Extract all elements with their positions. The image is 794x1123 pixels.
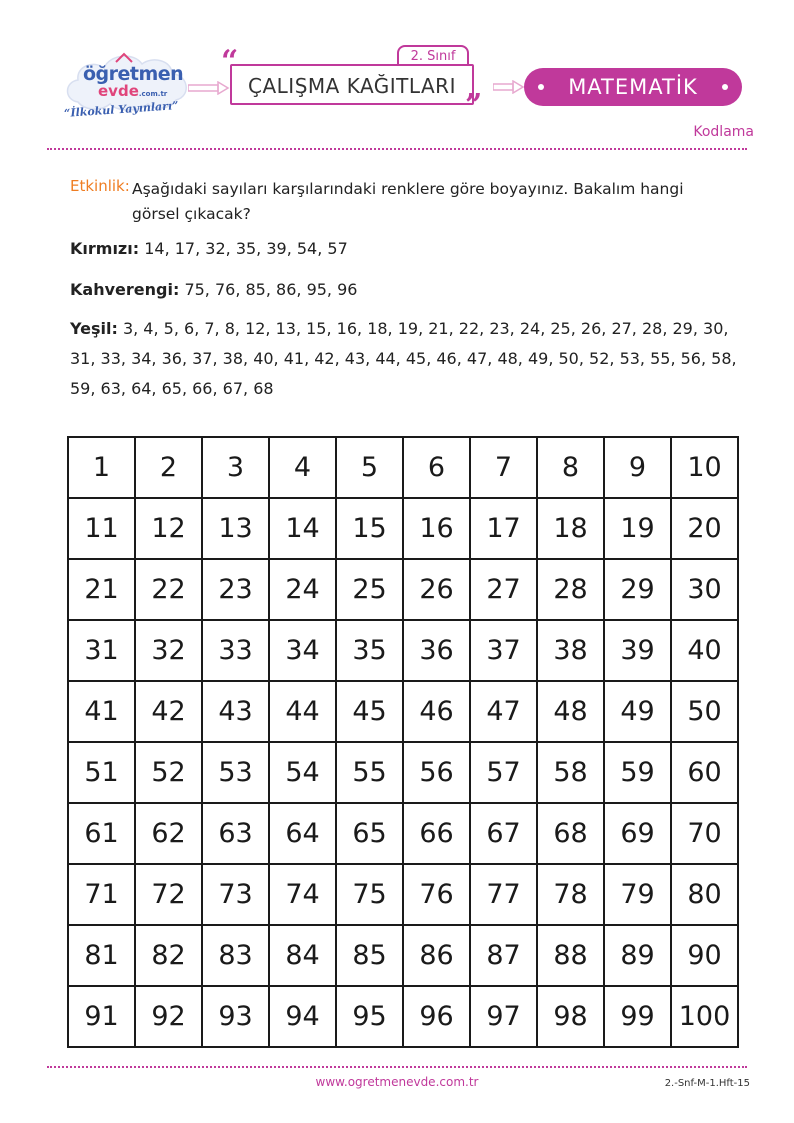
grid-row xyxy=(68,437,738,498)
grid-row xyxy=(68,681,738,742)
grid-cell[interactable]: 100 xyxy=(671,986,738,1047)
grid-cell[interactable]: 85 xyxy=(336,925,403,986)
grid-cell[interactable]: 6 xyxy=(403,437,470,498)
grid-cell[interactable]: 25 xyxy=(336,559,403,620)
activity-label: Etkinlik: xyxy=(70,177,130,195)
grid-cell[interactable]: 11 xyxy=(68,498,135,559)
grid-cell[interactable]: 68 xyxy=(537,803,604,864)
grid-cell[interactable]: 87 xyxy=(470,925,537,986)
footer-code: 2.-Snf-M-1.Hft-15 xyxy=(664,1078,750,1089)
grid-cell[interactable]: 91 xyxy=(68,986,135,1047)
grid-cell[interactable]: 21 xyxy=(68,559,135,620)
grid-cell[interactable]: 98 xyxy=(537,986,604,1047)
grid-cell[interactable]: 93 xyxy=(202,986,269,1047)
grid-cell[interactable]: 22 xyxy=(135,559,202,620)
footer-url: www.ogretmenevde.com.tr xyxy=(315,1075,479,1089)
grid-cell[interactable]: 71 xyxy=(68,864,135,925)
grid-row xyxy=(68,559,738,620)
red-numbers: 14, 17, 32, 35, 39, 54, 57 xyxy=(144,239,348,258)
grid-cell[interactable]: 74 xyxy=(269,864,336,925)
grid-cell[interactable]: 36 xyxy=(403,620,470,681)
dot-icon xyxy=(538,84,544,90)
grid-cell[interactable]: 13 xyxy=(202,498,269,559)
grid-cell[interactable]: 48 xyxy=(537,681,604,742)
grid-cell[interactable]: 28 xyxy=(537,559,604,620)
grid-cell[interactable]: 57 xyxy=(470,742,537,803)
grid-cell[interactable]: 67 xyxy=(470,803,537,864)
grid-cell[interactable]: 78 xyxy=(537,864,604,925)
header-divider xyxy=(47,148,747,150)
grid-cell[interactable]: 34 xyxy=(269,620,336,681)
logo-word-ogretmen: öğretmen xyxy=(83,63,184,85)
grid-cell[interactable]: 26 xyxy=(403,559,470,620)
grid-cell[interactable]: 54 xyxy=(269,742,336,803)
page-title: ÇALIŞMA KAĞITLARI xyxy=(248,74,456,98)
logo-domain: .com.tr xyxy=(138,90,168,98)
grid-cell[interactable]: 1 xyxy=(68,437,135,498)
color-key-brown xyxy=(70,275,357,305)
grid-cell[interactable]: 8 xyxy=(537,437,604,498)
grid-row xyxy=(68,620,738,681)
grid-row xyxy=(68,498,738,559)
grid-cell[interactable]: 94 xyxy=(269,986,336,1047)
grid-cell[interactable]: 35 xyxy=(336,620,403,681)
grid-cell[interactable]: 63 xyxy=(202,803,269,864)
grid-cell[interactable]: 24 xyxy=(269,559,336,620)
grid-cell[interactable]: 88 xyxy=(537,925,604,986)
grid-cell[interactable]: 41 xyxy=(68,681,135,742)
grid-cell[interactable]: 53 xyxy=(202,742,269,803)
grid-cell[interactable]: 30 xyxy=(671,559,738,620)
publisher-logo xyxy=(58,40,198,130)
grid-cell[interactable]: 75 xyxy=(336,864,403,925)
grid-cell[interactable]: 59 xyxy=(604,742,671,803)
grid-cell[interactable]: 27 xyxy=(470,559,537,620)
grid-cell[interactable]: 4 xyxy=(269,437,336,498)
number-grid xyxy=(67,436,739,1048)
grid-cell[interactable]: 69 xyxy=(604,803,671,864)
grid-cell[interactable]: 83 xyxy=(202,925,269,986)
grid-cell[interactable]: 49 xyxy=(604,681,671,742)
subject-label: MATEMATİK xyxy=(568,75,698,99)
color-key-red xyxy=(70,234,348,264)
grid-cell[interactable]: 23 xyxy=(202,559,269,620)
grid-cell[interactable]: 31 xyxy=(68,620,135,681)
quote-close-icon: ” xyxy=(465,88,483,123)
grid-cell[interactable]: 79 xyxy=(604,864,671,925)
grid-cell[interactable]: 58 xyxy=(537,742,604,803)
grid-cell[interactable]: 64 xyxy=(269,803,336,864)
grid-cell[interactable]: 70 xyxy=(671,803,738,864)
grid-cell[interactable]: 15 xyxy=(336,498,403,559)
footer-divider xyxy=(47,1066,747,1068)
grid-cell[interactable]: 42 xyxy=(135,681,202,742)
color-key-green xyxy=(70,314,740,404)
grid-cell[interactable]: 40 xyxy=(671,620,738,681)
grid-cell[interactable]: 37 xyxy=(470,620,537,681)
grid-cell[interactable]: 14 xyxy=(269,498,336,559)
grid-cell[interactable]: 2 xyxy=(135,437,202,498)
grid-cell[interactable]: 99 xyxy=(604,986,671,1047)
grid-cell[interactable]: 92 xyxy=(135,986,202,1047)
green-numbers: 3, 4, 5, 6, 7, 8, 12, 13, 15, 16, 18, 19, 21, 22, 23, 24, 25, 26, 27, 28, 29, 30, 31, 33, 34, 36, 37, 38, 40, 41, 42, 43, 44, 45, 46, 47, 48, 49, 50, 52, 53, 55, 56, 58, 59, 63, 64, 65, 66, 67, 68 xyxy=(70,319,737,398)
grid-cell[interactable]: 38 xyxy=(537,620,604,681)
grid-cell[interactable]: 50 xyxy=(671,681,738,742)
grid-cell[interactable]: 72 xyxy=(135,864,202,925)
grid-cell[interactable]: 76 xyxy=(403,864,470,925)
grid-cell[interactable]: 96 xyxy=(403,986,470,1047)
grid-cell[interactable]: 77 xyxy=(470,864,537,925)
grid-cell[interactable]: 45 xyxy=(336,681,403,742)
grid-cell[interactable]: 33 xyxy=(202,620,269,681)
quote-open-icon: “ xyxy=(221,44,239,79)
logo-evde-text: evde xyxy=(98,82,139,100)
grid-cell[interactable]: 32 xyxy=(135,620,202,681)
grid-cell[interactable]: 55 xyxy=(336,742,403,803)
grid-cell[interactable]: 90 xyxy=(671,925,738,986)
grid-row xyxy=(68,803,738,864)
grid-cell[interactable]: 82 xyxy=(135,925,202,986)
grid-cell[interactable]: 43 xyxy=(202,681,269,742)
grid-cell[interactable]: 73 xyxy=(202,864,269,925)
grid-cell[interactable]: 62 xyxy=(135,803,202,864)
grid-cell[interactable]: 89 xyxy=(604,925,671,986)
subject-badge xyxy=(524,68,742,106)
red-label: Kırmızı: xyxy=(70,239,140,258)
grid-cell[interactable]: 81 xyxy=(68,925,135,986)
grid-cell[interactable]: 95 xyxy=(336,986,403,1047)
logo-subtitle: “İlkokul Yayınları” xyxy=(63,99,179,120)
grid-cell[interactable]: 86 xyxy=(403,925,470,986)
grid-cell[interactable]: 51 xyxy=(68,742,135,803)
grid-row xyxy=(68,742,738,803)
topic-label: Kodlama xyxy=(693,124,754,140)
grid-row xyxy=(68,925,738,986)
title-box xyxy=(230,64,474,105)
grid-cell[interactable]: 9 xyxy=(604,437,671,498)
grid-cell[interactable]: 84 xyxy=(269,925,336,986)
dot-icon xyxy=(722,84,728,90)
grid-cell[interactable]: 29 xyxy=(604,559,671,620)
grid-row xyxy=(68,864,738,925)
grid-cell[interactable]: 65 xyxy=(336,803,403,864)
grid-cell[interactable]: 39 xyxy=(604,620,671,681)
grid-cell[interactable]: 17 xyxy=(470,498,537,559)
brown-numbers: 75, 76, 85, 86, 95, 96 xyxy=(184,280,358,299)
arrow-right-icon xyxy=(493,80,525,94)
grid-cell[interactable]: 19 xyxy=(604,498,671,559)
grid-cell[interactable]: 16 xyxy=(403,498,470,559)
grid-cell[interactable]: 3 xyxy=(202,437,269,498)
grid-cell[interactable]: 80 xyxy=(671,864,738,925)
grid-cell[interactable]: 7 xyxy=(470,437,537,498)
grid-cell[interactable]: 20 xyxy=(671,498,738,559)
grid-cell[interactable]: 66 xyxy=(403,803,470,864)
grid-cell[interactable]: 60 xyxy=(671,742,738,803)
grid-cell[interactable]: 47 xyxy=(470,681,537,742)
grid-cell[interactable]: 56 xyxy=(403,742,470,803)
grid-cell[interactable]: 18 xyxy=(537,498,604,559)
grade-tab: 2. Sınıf xyxy=(397,45,469,64)
grid-cell[interactable]: 10 xyxy=(671,437,738,498)
green-label: Yeşil: xyxy=(70,319,118,338)
grid-cell[interactable]: 97 xyxy=(470,986,537,1047)
activity-instructions: Aşağıdaki sayıları karşılarındaki renklere göre boyayınız. Bakalım hangi görsel çıkacak? xyxy=(132,180,684,223)
grid-cell[interactable]: 61 xyxy=(68,803,135,864)
grid-cell[interactable]: 44 xyxy=(269,681,336,742)
logo-word-evde xyxy=(98,82,167,100)
grid-cell[interactable]: 46 xyxy=(403,681,470,742)
grid-cell[interactable]: 5 xyxy=(336,437,403,498)
arrow-right-icon xyxy=(188,81,230,95)
grid-cell[interactable]: 12 xyxy=(135,498,202,559)
grid-cell[interactable]: 52 xyxy=(135,742,202,803)
grid-row xyxy=(68,986,738,1047)
brown-label: Kahverengi: xyxy=(70,280,180,299)
